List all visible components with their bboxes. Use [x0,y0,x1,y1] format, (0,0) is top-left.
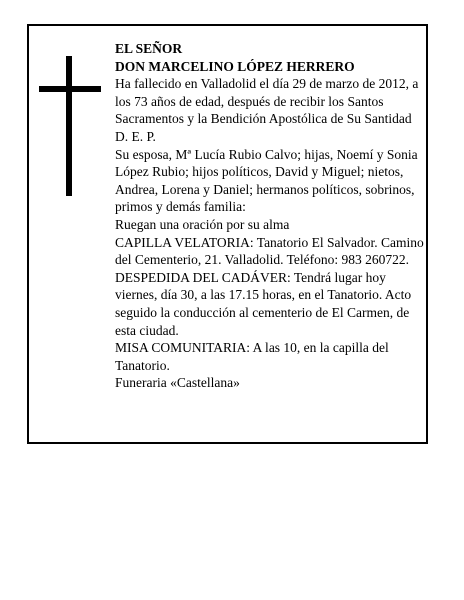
notice-text [115,40,425,392]
prayer-request: Ruegan una oración por su alma [115,216,290,232]
funeral-home: Funeraria «Castellana» [115,375,240,391]
obituary-notice [27,24,428,444]
mass-info: MISA COMUNITARIA: A las 10, en la capilla del Tanatorio. [115,340,389,373]
wake-chapel-info: CAPILLA VELATORIA: Tanatorio El Salvador. Camino del Cementerio, 21. Valladolid. Teléfono: 983 260722. [115,234,424,268]
farewell-info: DESPEDIDA DEL CADÁVER: Tendrá lugar hoy viernes, día 30, a las 17.15 horas, en el Tanatorio. Acto seguido la conducción al cementerio de El Carmen, de esta ciudad. [115,269,412,338]
latin-cross-icon [39,56,101,196]
notice-title-line-1: EL SEÑOR [115,41,183,56]
rip-abbreviation: D. E. P. [115,128,156,144]
deceased-name: DON MARCELINO LÓPEZ HERRERO [115,58,355,74]
death-announcement: Ha fallecido en Valladolid el día 29 de marzo de 2012, a los 73 años de edad, después de recibir los Santos Sacramentos y la Bendición Apostólica de Su Santidad [115,76,419,127]
cross-vertical-bar [66,56,72,196]
family-members: Su esposa, Mª Lucía Rubio Calvo; hijas, Noemí y Sonia López Rubio; hijos políticos, David y Miguel; nietos, Andrea, Lorena y Daniel; hermanos políticos, sobrinos, primos y demás familia: [115,146,418,215]
cross-horizontal-bar [39,86,101,92]
